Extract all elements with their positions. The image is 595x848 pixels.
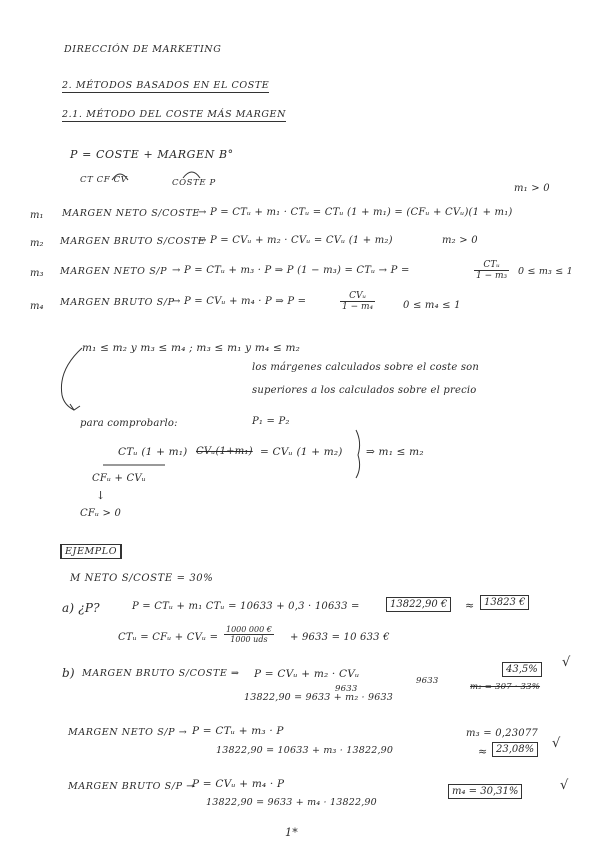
ctu-fraction [224,625,274,644]
method-fraction [474,260,509,281]
section-heading: 2. MÉTODOS BASADOS EN EL COSTE [62,80,270,91]
proof-label: para comprobarlo: [80,418,178,429]
proof-formula-struck: CVᵤ(1+m₁) [196,446,253,457]
proof-equality: P₁ = P₂ [252,416,290,427]
method-condition: m₂ > 0 [442,235,478,246]
method-formula: → P = CTᵤ + m₁ · CTᵤ = CTᵤ (1 + m₁) = (CFᵤ + CVᵤ)(1 + m₁) [198,207,513,218]
bruto-p-result: m₄ = 30,31% [448,784,522,799]
proof-formula-right: = CVᵤ (1 + m₂) [260,446,343,458]
fraction-numerator: 1000 000 € [226,625,272,634]
part-a-label: a) ¿P? [62,601,100,615]
proof-conclusion: ⇒ m₁ ≤ m₂ [366,446,424,458]
method-label: m₁ [30,210,44,221]
proof-formula-left: CTᵤ (1 + m₁) [118,446,188,458]
fraction-denominator: 1000 uds [230,635,268,644]
approx-symbol: ≈ [465,599,475,612]
part-a-rounded: 13823 € [480,595,529,610]
margin-comparison: m₁ ≤ m₂ y m₃ ≤ m₄ ; m₃ ≤ m₁ y m₄ ≤ m₂ [82,342,301,354]
neto-p-substitution: 13822,90 = 10633 + m₃ · 13822,90 [216,745,394,756]
proof-sub-1: CFᵤ + CVᵤ [92,473,146,484]
fraction-numerator: CVᵤ [340,291,375,302]
method-label: m₂ [30,238,44,249]
fraction-denominator: 1 − m₃ [476,271,508,281]
method-formula: → P = CVᵤ + m₂ · CVᵤ = CVᵤ (1 + m₂) [198,235,393,246]
ctu-formula: CTᵤ = CFᵤ + CVᵤ = [118,632,219,643]
method-name: MARGEN NETO S/COSTE [62,208,200,219]
approx-symbol: ≈ [478,745,488,758]
bruto-p-formula: P = CVᵤ + m₄ · P [192,778,285,790]
method-formula: → P = CTᵤ + m₃ · P ⇒ P (1 − m₃) = CTᵤ → P = [172,265,410,276]
subsection-heading: 2.1. MÉTODO DEL COSTE MÁS MARGEN [62,109,286,120]
base-formula: P = COSTE + MARGEN B° [70,148,234,161]
method-condition: 0 ≤ m₃ ≤ 1 [518,266,573,277]
neto-p-result: 23,08% [492,742,538,757]
page-title: DIRECCIÓN DE MARKETING [64,44,222,55]
part-b-result: 43,5% [502,662,542,677]
coste-parts: CT CF CV [80,175,128,185]
method-name: MARGEN BRUTO S/COSTE [60,236,206,247]
check-mark-icon: √ [552,736,561,751]
bruto-p-name: MARGEN BRUTO S/P → [68,781,195,792]
check-mark-icon: √ [560,778,569,793]
part-b-label: b) [62,666,75,680]
part-b-sub-top-2: 9633 [416,676,439,686]
page-number: 1* [285,826,298,839]
down-arrow-icon: ↓ [96,489,106,502]
part-b-substitution: 13822,90 = 9633 + m₂ · 9633 [244,692,393,703]
neto-p-name: MARGEN NETO S/P → [68,727,188,738]
example-heading: EJEMPLO [60,544,122,559]
part-b-formula: P = CVᵤ + m₂ · CVᵤ [254,668,360,680]
example-given: M NETO S/COSTE = 30% [70,573,214,584]
proof-sub-2: CFᵤ > 0 [80,508,122,519]
comparison-note-1: los márgenes calculados sobre el coste son [252,362,480,373]
neto-p-formula: P = CTᵤ + m₃ · P [192,725,284,737]
part-a-result: 13822,90 € [386,597,451,612]
method-condition: 0 ≤ m₄ ≤ 1 [403,300,461,311]
part-a-formula: P = CTᵤ + m₁ CTᵤ = 10633 + 0,3 · 10633 = [132,601,360,612]
margin-note: m₁ > 0 [514,183,550,194]
method-formula: → P = CVᵤ + m₄ · P ⇒ P = [172,296,307,307]
neto-p-m3: m₃ = 0,23077 [466,728,538,739]
method-fraction [340,291,375,312]
method-label: m₄ [30,301,44,312]
fraction-numerator: CTᵤ [474,260,509,271]
comparison-note-2: superiores a los calculados sobre el precio [252,385,477,396]
ctu-rest: + 9633 = 10 633 € [290,632,390,643]
method-name: MARGEN NETO S/P [60,266,168,277]
method-name: MARGEN BRUTO S/P [60,297,175,308]
part-b-sub-top: 9633 [335,684,358,694]
part-b-struck: m₂ = 307 · 33% [470,682,541,692]
part-b-name: MARGEN BRUTO S/COSTE ⇒ [82,668,240,679]
bruto-p-substitution: 13822,90 = 9633 + m₄ · 13822,90 [206,797,377,808]
check-mark-icon: √ [562,655,571,670]
margen-parts: COSTE P [172,178,216,188]
method-label: m₃ [30,268,44,279]
fraction-denominator: 1 − m₄ [342,302,374,312]
